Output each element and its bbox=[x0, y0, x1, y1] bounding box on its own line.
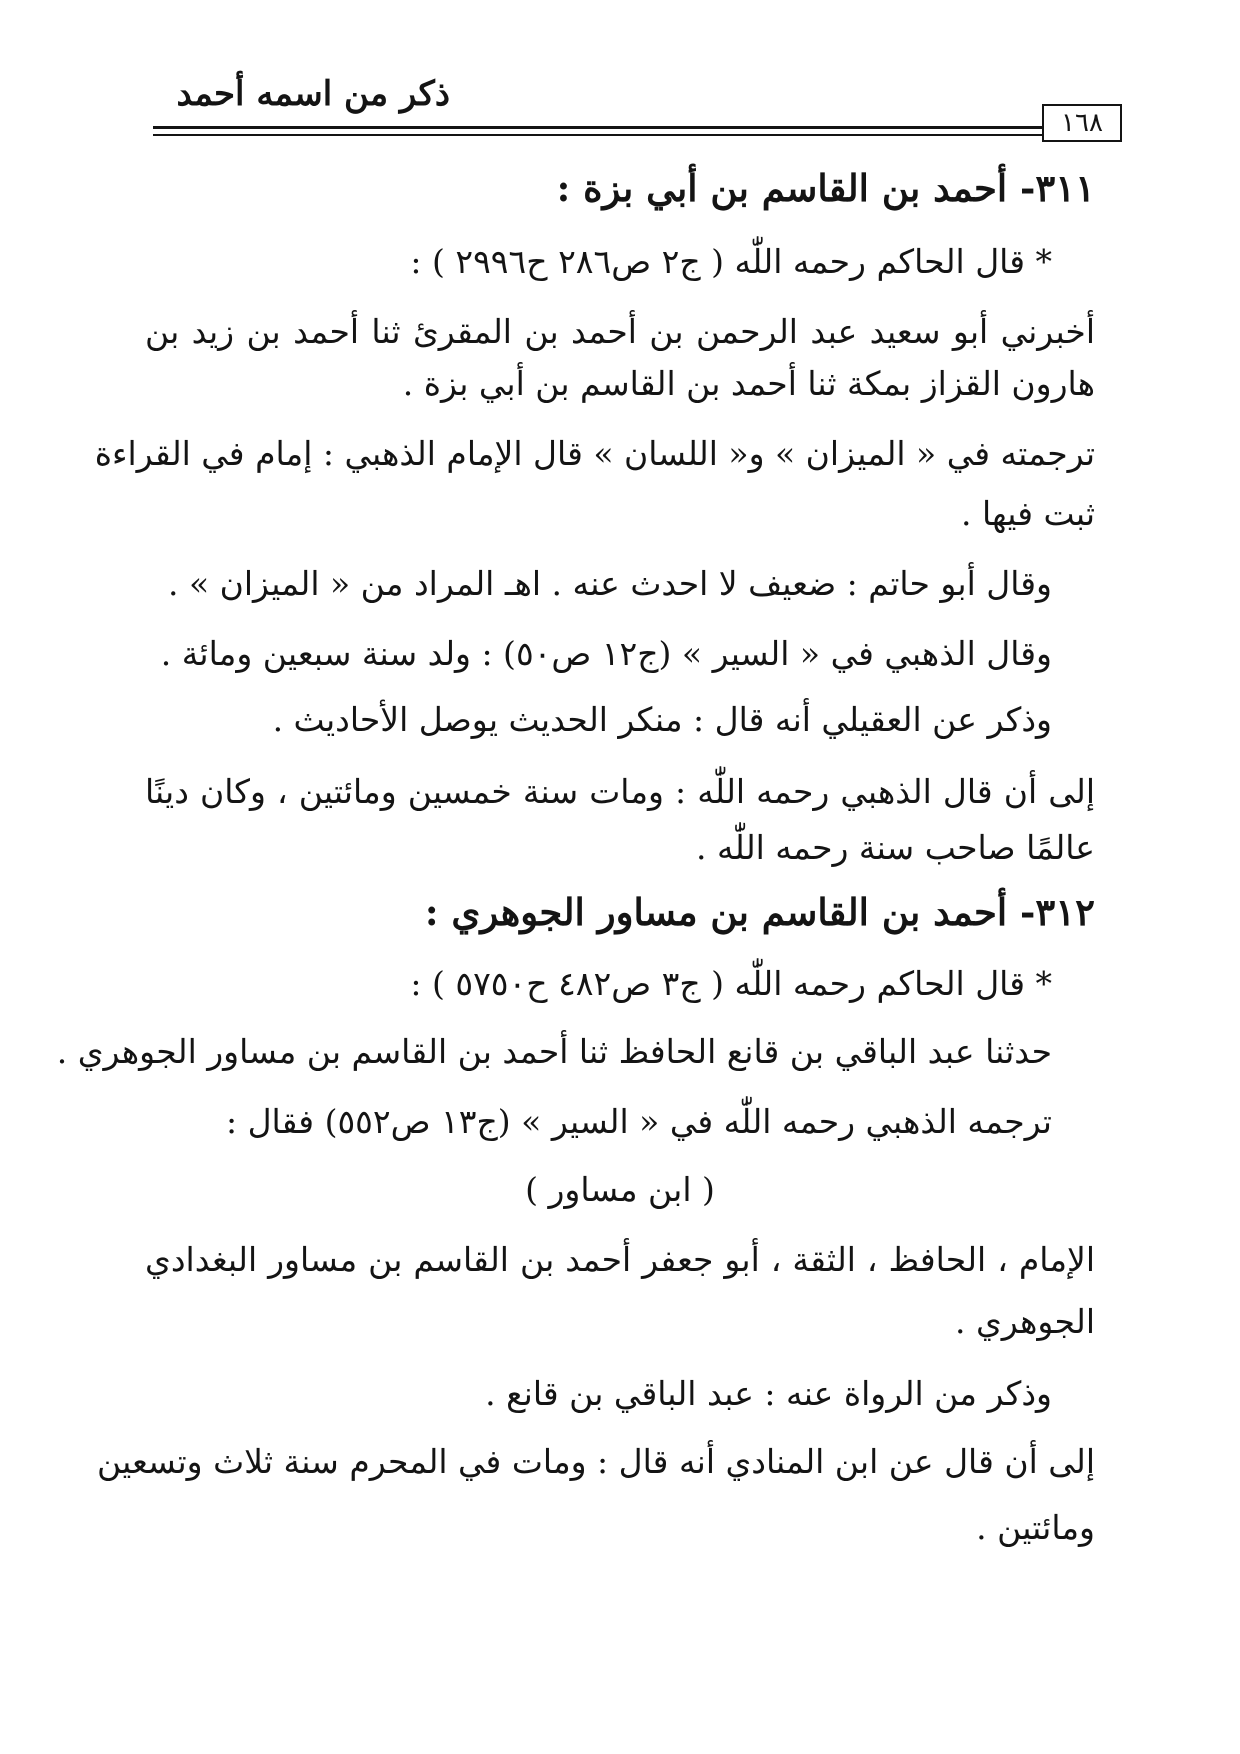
text-line: إلى أن قال عن ابن المنادي أنه قال : ومات في المحرم سنة ثلاث وتسعين bbox=[97, 1442, 1095, 1481]
header-rule bbox=[153, 126, 1043, 129]
running-title: ذكر من اسمه أحمد bbox=[176, 74, 450, 114]
text-line: حدثنا عبد الباقي بن قانع الحافظ ثنا أحمد بن القاسم بن مساور الجوهري . bbox=[56, 1032, 1052, 1071]
text-line: وذكر عن العقيلي أنه قال : منكر الحديث يوصل الأحاديث . bbox=[272, 700, 1052, 739]
text-line: هارون القزاز بمكة ثنا أحمد بن القاسم بن أبي بزة . bbox=[402, 364, 1095, 403]
text-line: الجوهري . bbox=[955, 1302, 1095, 1341]
entry-heading: ٣١١- أحمد بن القاسم بن أبي بزة : bbox=[556, 166, 1095, 210]
page-number: ١٦٨ bbox=[1042, 104, 1122, 142]
source-citation: * قال الحاكم رحمه اللّٰه ( ج٣ ص٤٨٢ ح٥٧٥٠ ) : bbox=[410, 964, 1052, 1003]
text-line: إلى أن قال الذهبي رحمه اللّٰه : ومات سنة خمسين ومائتين ، وكان دينًا bbox=[145, 772, 1095, 811]
entry-heading: ٣١٢- أحمد بن القاسم بن مساور الجوهري : bbox=[424, 890, 1095, 934]
text-line: ترجمته في « الميزان » و« اللسان » قال الإمام الذهبي : إمام في القراءة bbox=[94, 434, 1095, 473]
text-line: ثبت فيها . bbox=[960, 494, 1095, 533]
text-line: وذكر من الرواة عنه : عبد الباقي بن قانع . bbox=[485, 1374, 1052, 1413]
text-line: وقال أبو حاتم : ضعيف لا احدث عنه . اهـ المراد من « الميزان » . bbox=[167, 564, 1052, 603]
text-line: أخبرني أبو سعيد عبد الرحمن بن أحمد بن المقرئ ثنا أحمد بن زيد بن bbox=[145, 312, 1095, 351]
text-line: عالمًا صاحب سنة رحمه اللّٰه . bbox=[696, 828, 1095, 867]
header-rule bbox=[153, 134, 1043, 136]
text-line: وقال الذهبي في « السير » (ج١٢ ص٥٠) : ولد سنة سبعين ومائة . bbox=[160, 634, 1052, 673]
source-citation: * قال الحاكم رحمه اللّٰه ( ج٢ ص٢٨٦ ح٢٩٩٦ ) : bbox=[410, 242, 1052, 281]
text-line: ترجمه الذهبي رحمه اللّٰه في « السير » (ج١٣ ص٥٥٢) فقال : bbox=[225, 1102, 1052, 1141]
text-line: الإمام ، الحافظ ، الثقة ، أبو جعفر أحمد بن القاسم بن مساور البغدادي bbox=[145, 1240, 1095, 1279]
text-line: ومائتين . bbox=[976, 1508, 1095, 1547]
section-subtitle: ( ابن مساور ) bbox=[525, 1170, 715, 1209]
